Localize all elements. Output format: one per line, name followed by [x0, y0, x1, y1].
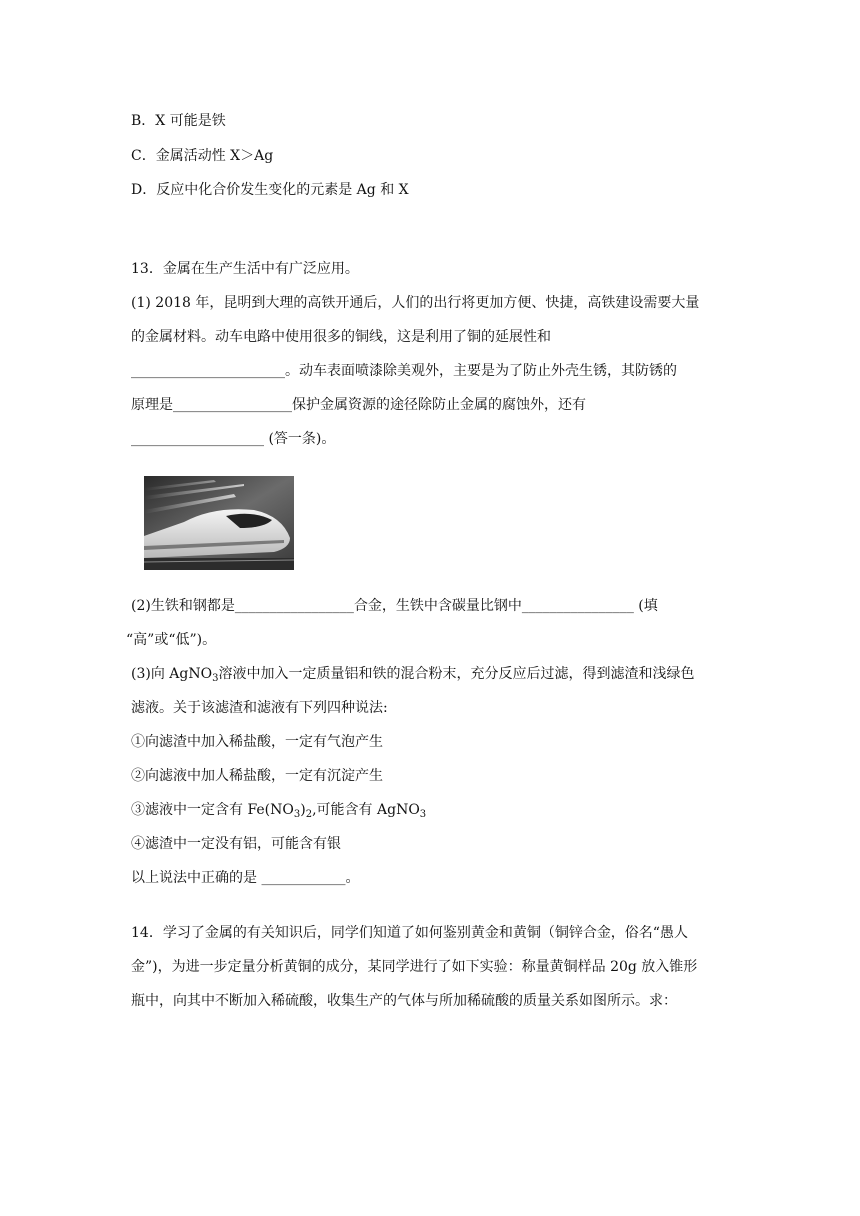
q13-statement-4: ④滤渣中一定没有铝，可能含有银	[131, 836, 341, 852]
q14-line2: 金”)，为进一步定量分析黄铜的成分，某同学进行了如下实验：称量黄铜样品 20g 放入锥形	[131, 959, 698, 975]
q13-part3-line2: 滤液。关于该滤渣和滤液有下列四种说法:	[131, 700, 388, 716]
q13-part1-line3: ______________________。动车表面喷漆除美观外，主要是为了防止外壳生锈，其防锈的	[131, 363, 677, 379]
option-b: B．X 可能是铁	[131, 113, 226, 129]
q13-statement-2: ②向滤液中加人稀盐酸，一定有沉淀产生	[131, 768, 383, 784]
q13-part2-line1: (2)生铁和钢都是_________________合金，生铁中含碳量比钢中________________ (填	[131, 598, 658, 614]
option-c: C．金属活动性 X＞Ag	[131, 148, 274, 164]
q13-part3-line1: (3)向 AgNO$_3$溶液中加入一定质量铝和铁的混合粉末，充分反应后过滤，得到滤渣和浅绿色	[131, 666, 695, 684]
q14-line1: 14．学习了金属的有关知识后，同学们知道了如何鉴别黄金和黄铜（铜锌合金，俗名“愚人	[131, 925, 688, 941]
q13-title: 13．金属在生产生活中有广泛应用。	[131, 261, 359, 277]
high-speed-train-image	[144, 476, 294, 570]
q13-statement-1: ①向滤渣中加入稀盐酸，一定有气泡产生	[131, 734, 383, 750]
q13-conclusion: 以上说法中正确的是 ____________。	[131, 870, 360, 886]
q13-part1-line2: 的金属材料。动车电路中使用很多的铜线，这是利用了铜的延展性和	[131, 329, 551, 345]
q13-part2-line2: “高”或“低”)。	[126, 632, 217, 648]
q13-part1-line5: ___________________ (答一条)。	[131, 431, 336, 447]
q13-statement-3: ③滤液中一定含有 $Fe(NO_3)_2$,可能含有 AgNO$_3$	[131, 802, 427, 820]
q14-line3: 瓶中，向其中不断加入稀硫酸，收集生产的气体与所加稀硫酸的质量关系如图所示。求：	[131, 993, 677, 1009]
q13-part1-line1: (1) 2018 年，昆明到大理的高铁开通后，人们的出行将更加方便、快捷，高铁建设需要大量	[131, 295, 700, 311]
q13-part1-line4: 原理是_________________保护金属资源的途径除防止金属的腐蚀外，还有	[131, 397, 586, 413]
option-d: D．反应中化合价发生变化的元素是 Ag 和 X	[131, 182, 409, 198]
